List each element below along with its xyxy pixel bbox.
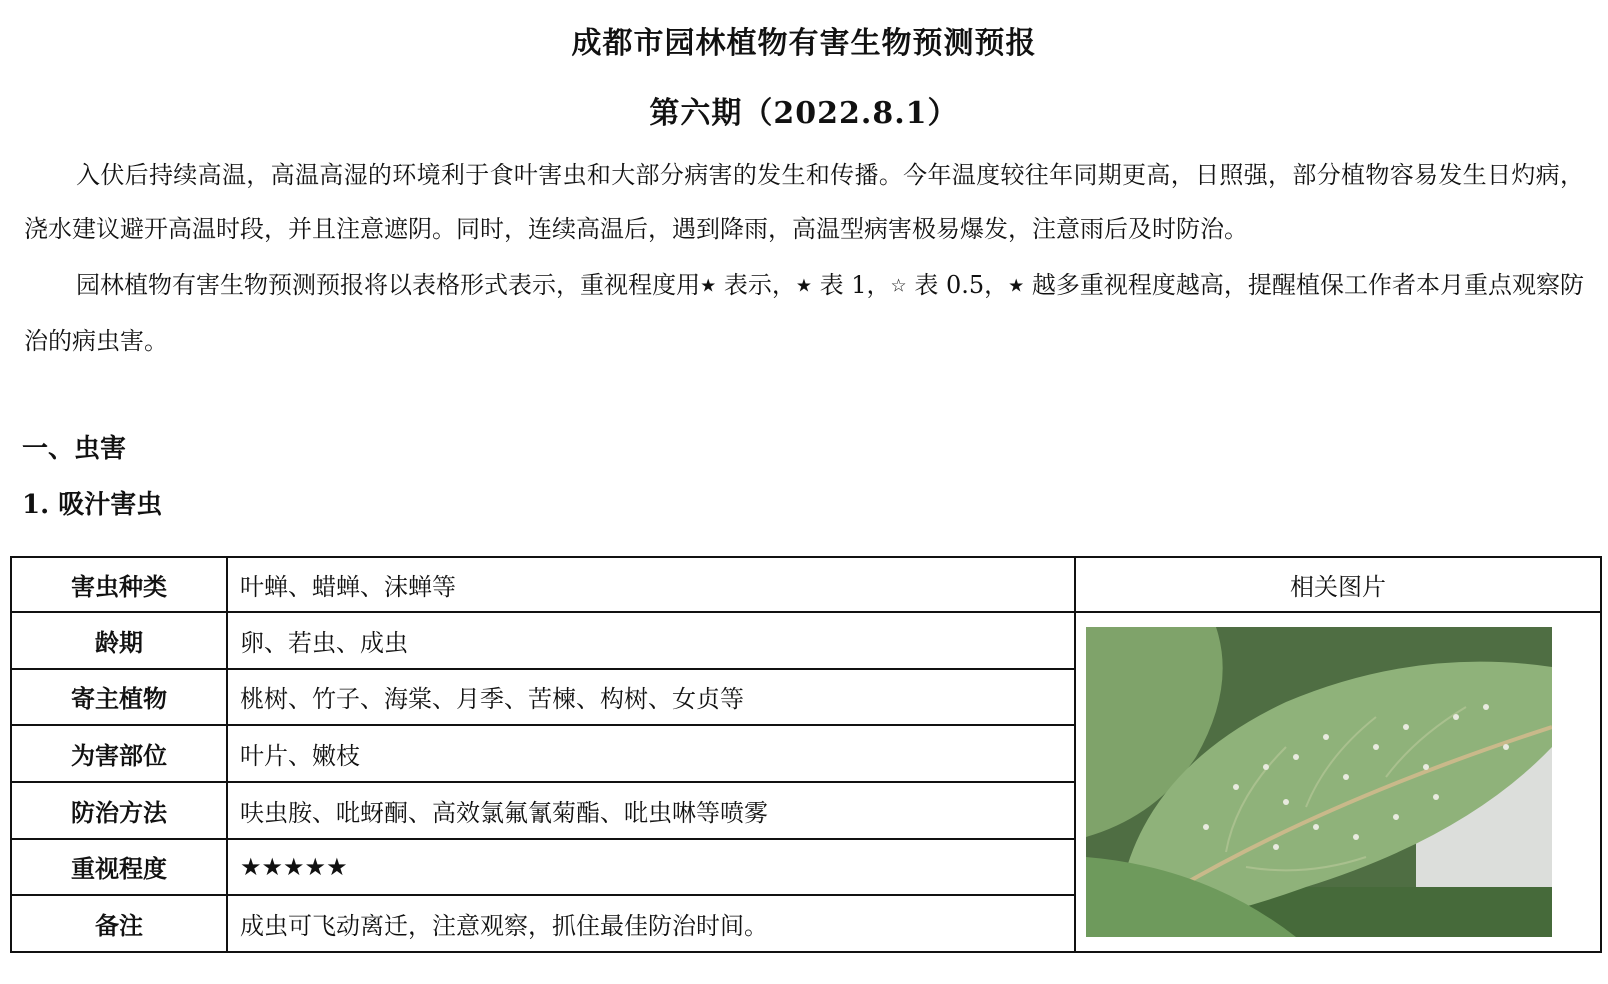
photo-cell xyxy=(1075,612,1601,952)
leaf-illustration xyxy=(1086,627,1552,937)
intro-text-5: 越多重视程度越高，提醒植保工作者本月重点观察防治的病虫害。 xyxy=(24,271,1584,355)
row-value: 叶蝉、蜡蝉、沫蝉等 xyxy=(227,557,1075,612)
intro-text-3: 表 1， xyxy=(812,271,891,299)
leafhopper-photo xyxy=(1086,627,1552,937)
intro-text-1: 园林植物有害生物预测预报将以表格形式表示，重视程度用 xyxy=(76,271,701,299)
section-heading: 一、虫害 xyxy=(22,434,127,464)
intro-text-4: 表 0.5， xyxy=(906,271,1009,299)
row-label: 龄期 xyxy=(11,612,227,669)
star-full-icon: ★ xyxy=(700,275,717,297)
intro-paragraph-1: 入伏后持续高温，高温高湿的环境利于食叶害虫和大部分病害的发生和传播。今年温度较往年同期更高，日照强，部分植物容易发生日灼病，浇水建议避开高温时段，并且注意遮阴。同时，连续高温后，遇到降雨，高温型病害极易爆发，注意雨后及时防治。 xyxy=(24,161,1584,243)
table-row xyxy=(11,612,1601,669)
row-label: 重视程度 xyxy=(11,839,227,896)
row-value: 叶片、嫩枝 xyxy=(227,725,1075,782)
row-label: 备注 xyxy=(11,895,227,952)
pest-table xyxy=(10,556,1602,953)
row-value: 卵、若虫、成虫 xyxy=(227,612,1075,669)
row-value: 呋虫胺、吡蚜酮、高效氯氟氰菊酯、吡虫啉等喷雾 xyxy=(227,782,1075,839)
row-label: 防治方法 xyxy=(11,782,227,839)
row-value: 成虫可飞动离迁，注意观察，抓住最佳防治时间。 xyxy=(227,895,1075,952)
row-label: 寄主植物 xyxy=(11,669,227,726)
photo-header: 相关图片 xyxy=(1075,557,1601,612)
table-row xyxy=(11,557,1601,612)
intro-paragraph-2 xyxy=(24,258,1584,368)
document-title: 成都市园林植物有害生物预测预报 xyxy=(571,26,1037,61)
star-half-icon: ☆ xyxy=(890,275,907,297)
subsection-heading: 1. 吸汁害虫 xyxy=(22,490,163,520)
star-full-icon: ★ xyxy=(1008,275,1025,297)
intro-text-2: 表示， xyxy=(716,271,796,299)
row-label: 为害部位 xyxy=(11,725,227,782)
row-label: 害虫种类 xyxy=(11,557,227,612)
row-value: 桃树、竹子、海棠、月季、苦楝、构树、女贞等 xyxy=(227,669,1075,726)
document-issue: 第六期（2022.8.1） xyxy=(649,96,959,131)
star-full-icon: ★ xyxy=(795,275,812,297)
importance-stars: ★★★★★ xyxy=(227,839,1075,896)
